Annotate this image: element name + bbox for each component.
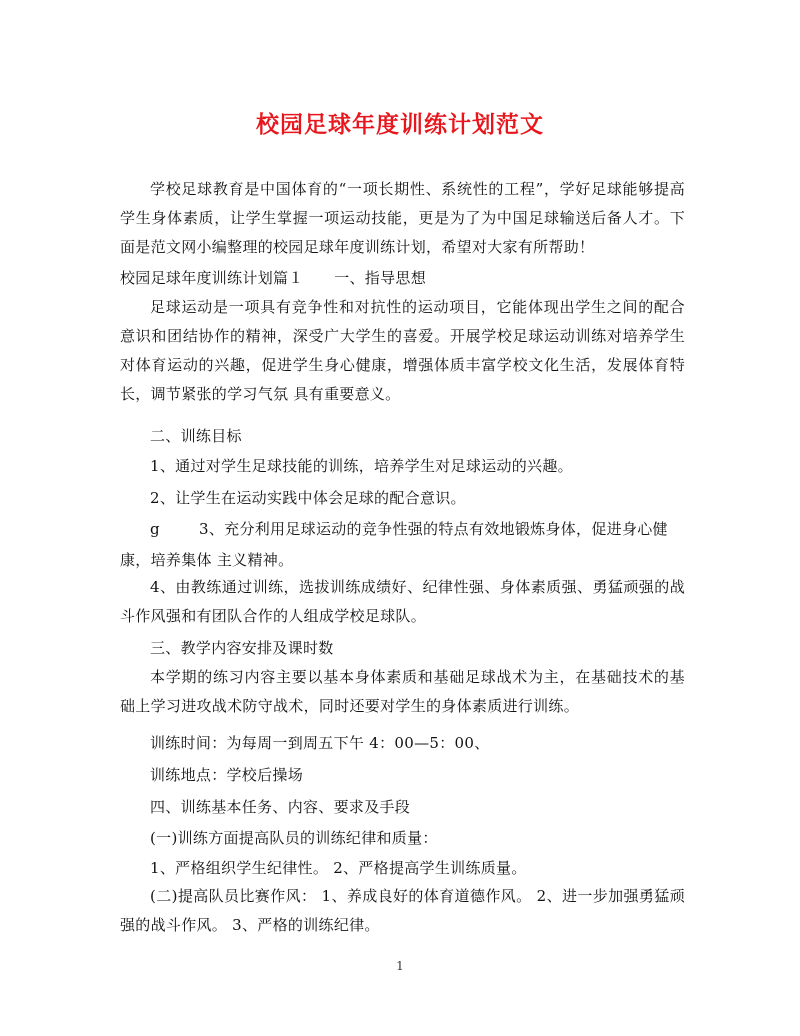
goal-3-start: 3、充分利用足球运动的竞争性强的特点有效地锻炼身体，促进身心健	[199, 520, 668, 538]
goal-1: 1、通过对学生足球技能的训练，培养学生对足球运动的兴趣。	[150, 457, 573, 475]
content-paragraph: 本学期的练习内容主要以基本身体素质和基础足球战术为主，在基础技术的基础上学习进攻战术防守战术，同时还要对学生的身体素质进行训练。	[120, 668, 685, 715]
training-place: 训练地点：学校后操场	[150, 766, 304, 784]
page-number: 1	[396, 959, 404, 973]
heading-tasks: 四、训练基本任务、内容、要求及手段	[150, 798, 411, 816]
section-title-line: 校园足球年度训练计划篇１ 一、指导思想	[120, 269, 427, 287]
goal-2: 2、让学生在运动实践中体会足球的配合意识。	[150, 489, 466, 507]
goal-3-marker: g	[150, 520, 160, 538]
task-1-heading: (一)训练方面提高队员的训练纪律和质量：	[150, 829, 438, 847]
task-1-items: 1、严格组织学生纪律性。 2、严格提高学生训练质量。	[150, 859, 527, 877]
goal-3-end: 康，培养集体 主义精神。	[120, 551, 294, 569]
training-time: 训练时间：为每周一到周五下午 4：00—5：00、	[150, 734, 490, 752]
goal-4: 4、由教练通过训练，选拔训练成绩好、纪律性强、身体素质强、勇猛顽强的战斗作风强和有团队合作的人组成学校足球队。	[120, 578, 685, 625]
heading-content: 三、教学内容安排及课时数	[150, 639, 334, 657]
guiding-paragraph: 足球运动是一项具有竞争性和对抗性的运动项目，它能体现出学生之间的配合意识和团结协作的精神，深受广大学生的喜爱。开展学校足球运动训练对培养学生对体育运动的兴趣，促进学生身心健康，增强体质丰富学校文化生活，发展体育特长，调节紧张的学习气氛 具有重要意义。	[120, 298, 685, 403]
document-title: 校园足球年度训练计划范文	[256, 111, 544, 138]
heading-goals: 二、训练目标	[150, 427, 242, 445]
task-2-paragraph: (二)提高队员比赛作风： 1、养成良好的体育道德作风。 2、进一步加强勇猛顽强的战斗作风。 3、严格的训练纪律。	[120, 887, 685, 934]
intro-paragraph: 学校足球教育是中国体育的“一项长期性、系统性的工程”，学好足球能够提高学生身体素质，让学生掌握一项运动技能，更是为了为中国足球输送后备人才。下面是范文网小编整理的校园足球年度训练计划，希望对大家有所帮助！	[120, 180, 685, 256]
